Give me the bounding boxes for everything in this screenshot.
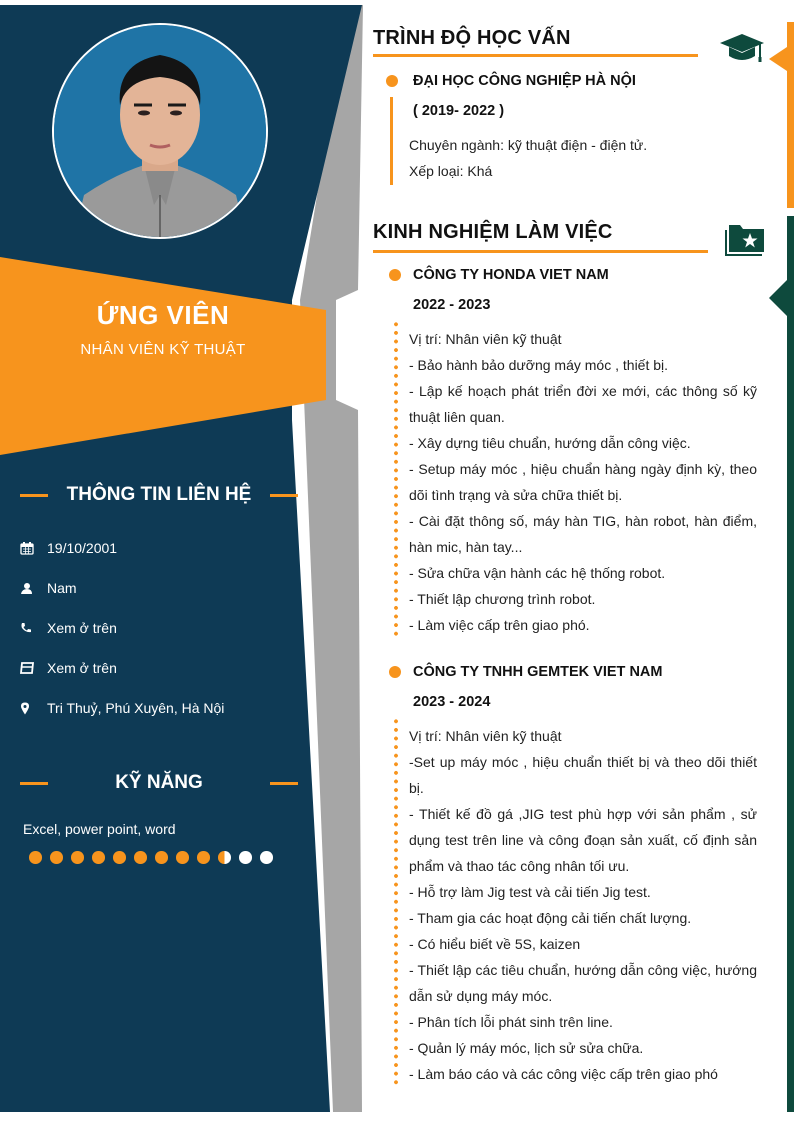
experience-heading: KINH NGHIỆM LÀM VIỆC	[373, 221, 613, 243]
birthdate-value: 19/10/2001	[47, 540, 118, 556]
graduation-cap-icon	[719, 32, 765, 69]
address-value: Tri Thuỷ, Phú Xuyên, Hà Nội	[47, 700, 225, 716]
experience-line: Vị trí: Nhân viên kỹ thuật	[409, 728, 562, 744]
heading-dash-right	[270, 494, 298, 497]
rating-dot-filled	[50, 851, 63, 864]
rating-dot-empty	[239, 851, 252, 864]
company-period: 2023 - 2024	[413, 694, 491, 710]
skill-rating	[29, 851, 273, 864]
company-period: 2022 - 2023	[413, 297, 491, 313]
email-value[interactable]: Xem ở trên	[47, 660, 117, 676]
school-period: ( 2019- 2022 )	[413, 103, 505, 119]
education-details	[409, 132, 757, 184]
contact-heading	[20, 484, 298, 506]
experience-line: - Lập kế hoạch phát triển đời xe mới, các thông số kỹ thuật liên quan.	[409, 383, 757, 425]
calendar-icon	[20, 541, 47, 555]
heading-dash-right	[270, 782, 298, 785]
phone-icon	[20, 622, 47, 634]
experience-details	[409, 723, 757, 1087]
experience-heading-rule	[373, 250, 708, 253]
rating-dot-empty	[260, 851, 273, 864]
experience-line: - Phân tích lỗi phát sinh trên line.	[409, 1014, 613, 1030]
experience-side-marker	[769, 280, 787, 316]
contact-item-address	[20, 688, 224, 728]
experience-details	[409, 326, 757, 638]
experience-line: - Tham gia các hoạt động cải tiến chất lượng.	[409, 910, 692, 926]
rating-dot-half	[218, 851, 231, 864]
company-name: CÔNG TY HONDA VIET NAM	[413, 267, 609, 283]
contact-item-phone	[20, 608, 224, 648]
experience-line: - Thiết lập chương trình robot.	[409, 591, 596, 607]
skills-heading-label: KỸ NĂNG	[115, 772, 203, 793]
rating-dot-filled	[155, 851, 168, 864]
experience-line: - Cài đặt thông số, máy hàn TIG, hàn robot, hàn điểm, hàn mic, hàn tay...	[409, 513, 757, 555]
email-icon	[20, 662, 47, 674]
experience-line: -Set up máy móc , hiệu chuẩn thiết bị và theo dõi thiết bị.	[409, 754, 757, 796]
education-heading-rule	[373, 54, 698, 57]
skill-name: Excel, power point, word	[23, 821, 176, 837]
user-icon	[20, 582, 47, 595]
rating-dot-filled	[176, 851, 189, 864]
contact-item-birthdate	[20, 528, 224, 568]
experience-line: - Thiết kế đồ gá ,JIG test phù hợp với sản phẩm , sử dụng test trên line và công đoạn sản xuất, cố định sản phẩm và thao tác công nhân tối ưu.	[409, 806, 757, 874]
contact-item-email	[20, 648, 224, 688]
contact-heading-label: THÔNG TIN LIÊN HỆ	[66, 484, 252, 505]
experience-line: - Sửa chữa vận hành các hệ thống robot.	[409, 565, 666, 581]
rating-dot-filled	[29, 851, 42, 864]
rating-dot-filled	[92, 851, 105, 864]
education-side-marker	[769, 47, 787, 71]
experience-line: - Làm báo cáo và các công việc cấp trên giao phó	[409, 1066, 718, 1082]
contact-list	[20, 528, 224, 728]
portrait-illustration	[54, 25, 266, 237]
timeline-dotted-line	[394, 717, 398, 1087]
timeline-bullet	[389, 269, 401, 281]
education-timeline-bar	[390, 97, 393, 185]
gender-value: Nam	[47, 580, 77, 596]
profile-header	[0, 300, 326, 358]
timeline-dotted-line	[394, 320, 398, 636]
experience-line: - Thiết lập các tiêu chuẩn, hướng dẫn công việc, hướng dẫn sử dụng máy móc.	[409, 962, 757, 1004]
phone-value[interactable]: Xem ở trên	[47, 620, 117, 636]
education-major: Chuyên ngành: kỹ thuật điện - điện tử.	[409, 137, 648, 153]
company-name: CÔNG TY TNHH GEMTEK VIET NAM	[413, 664, 663, 680]
experience-line: - Có hiểu biết về 5S, kaizen	[409, 936, 581, 952]
education-side-bar	[787, 22, 794, 208]
rating-dot-filled	[113, 851, 126, 864]
experience-line: - Làm việc cấp trên giao phó.	[409, 617, 590, 633]
heading-dash-left	[20, 494, 48, 497]
experience-line: - Bảo hành bảo dưỡng máy móc , thiết bị.	[409, 357, 669, 373]
experience-line: - Hỗ trợ làm Jig test và cải tiến Jig test.	[409, 884, 651, 900]
avatar	[52, 23, 268, 239]
rating-dot-filled	[197, 851, 210, 864]
folder-star-icon	[724, 222, 766, 263]
experience-line: Vị trí: Nhân viên kỹ thuật	[409, 331, 562, 347]
education-grade: Xếp loại: Khá	[409, 163, 493, 179]
rating-dot-filled	[71, 851, 84, 864]
experience-side-bar	[787, 216, 794, 1112]
experience-line: - Quản lý máy móc, lịch sử sửa chữa.	[409, 1040, 644, 1056]
experience-line: - Xây dựng tiêu chuẩn, hướng dẫn công việc.	[409, 435, 691, 451]
map-pin-icon	[20, 702, 47, 715]
experience-line: - Setup máy móc , hiệu chuẩn hàng ngày định kỳ, theo dõi tình trạng và sửa chữa thiết bị.	[409, 461, 757, 503]
education-heading: TRÌNH ĐỘ HỌC VẤN	[373, 27, 571, 49]
skills-heading	[20, 772, 298, 794]
contact-item-gender	[20, 568, 224, 608]
candidate-role: NHÂN VIÊN KỸ THUẬT	[80, 341, 246, 358]
timeline-bullet	[389, 666, 401, 678]
timeline-bullet	[386, 75, 398, 87]
rating-dot-filled	[134, 851, 147, 864]
school-name: ĐẠI HỌC CÔNG NGHIỆP HÀ NỘI	[413, 73, 636, 89]
candidate-name: ỨNG VIÊN	[96, 300, 230, 330]
heading-dash-left	[20, 782, 48, 785]
